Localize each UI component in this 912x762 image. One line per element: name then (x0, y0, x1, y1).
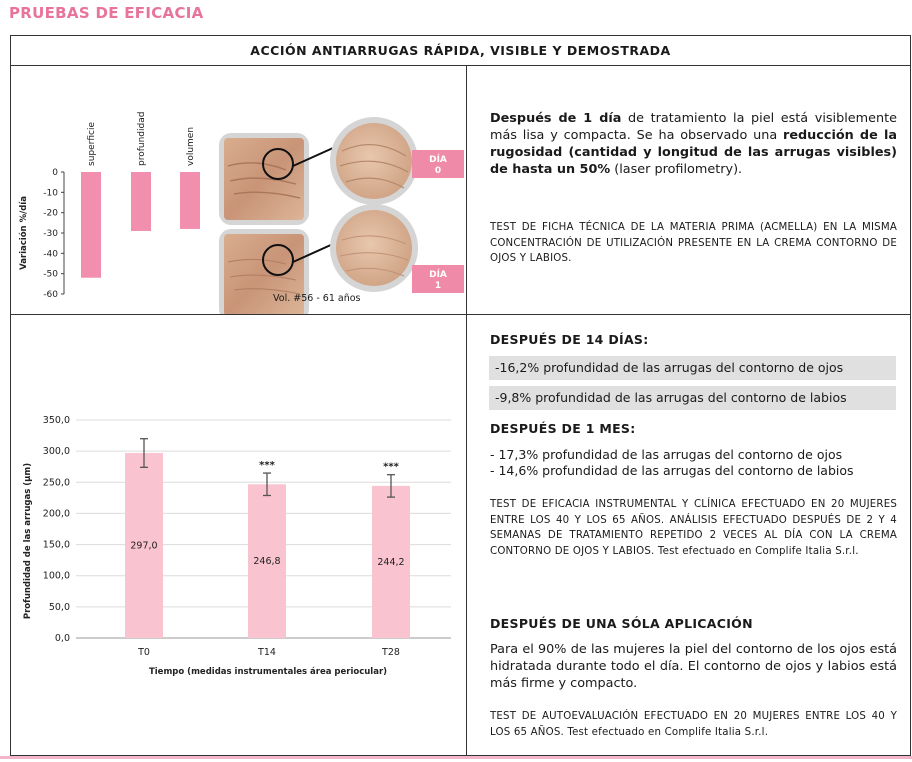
raw-material-test-note: TEST DE FICHA TÉCNICA DE LA MATERIA PRIMA (ACMELLA) EN LA MISMA CONCENTRACIÓN DE UTILIZACIÓN PRESENTE EN LA CREMA CONTORNO DE OJOS Y LABIOS. (490, 222, 897, 264)
chart-caption: Vol. #56 - 61 años (273, 293, 361, 304)
x-tick-label-T14: T14 (258, 647, 276, 658)
y-tick-label: -50 (43, 269, 58, 280)
y-tick-label: 350,0 (42, 415, 70, 426)
y-tick-label: 200,0 (42, 508, 70, 520)
result-14d-eyes: -16,2% profundidad de las arrugas del contorno de ojos (489, 356, 896, 380)
badge-day0-line2: 0 (434, 166, 442, 176)
skin-photo-day0 (219, 117, 464, 225)
day1-reduction: reducción de la rugosidad (cantidad y longitud de las arrugas visibles) de hasta un 50% (490, 128, 897, 177)
value-label-T0: 297,0 (130, 540, 158, 552)
heading-1-month: DESPUÉS DE 1 MES: (490, 421, 636, 436)
wrinkle-depth-chart (11, 315, 466, 756)
y-tick-label: 150,0 (42, 539, 70, 551)
bar-volumen (180, 172, 200, 229)
skin-comparison (216, 66, 466, 314)
y-axis-label: Variación %/día (19, 196, 29, 270)
self-evaluation-note: TEST DE AUTOEVALUACIÓN EFECTUADO EN 20 MUJERES ENTRE LOS 40 Y LOS 65 AÑOS. Test efectuado en Complife Italia S.r.l. (490, 711, 897, 738)
section-title-band: ACCIÓN ANTIARRUGAS RÁPIDA, VISIBLE Y DEMOSTRADA (11, 36, 910, 66)
y-tick-label: 0 (52, 168, 58, 178)
heading-14-days: DESPUÉS DE 14 DÍAS: (490, 332, 649, 347)
y-tick-label: 50,0 (48, 601, 70, 613)
x-tick-label-T28: T28 (382, 647, 400, 658)
x-tick-label-T0: T0 (138, 647, 150, 658)
y-axis-label: Profundidad de las arrugas (μm) (23, 462, 33, 620)
result-14d-lips: -9,8% profundidad de las arrugas del contorno de labios (489, 386, 896, 410)
value-label-T14: 246,8 (253, 556, 281, 568)
category-label-profundidad: profundidad (137, 111, 147, 166)
badge-day1-line2: 1 (434, 281, 442, 291)
y-tick-label: 300,0 (42, 446, 70, 458)
y-tick-label: -40 (43, 249, 58, 260)
significance-T14: *** (259, 460, 275, 472)
clinical-test-note: TEST DE EFICACIA INSTRUMENTAL Y CLÍNICA EFECTUADO EN 20 MUJERES ENTRE LOS 40 Y LOS 65 AÑOS. ANÁLISIS EFECTUADO DESPUÉS DE 2 Y 4 SEMANAS DE TRATAMIENTO REPETIDO 2 VECES AL DÍA CON LA CREMA CONTORNO DE OJOS Y LABIOS. Test efectuado en Complife Italia S.r.l. (490, 499, 897, 557)
result-1m-lips: - 14,6% profundidad de las arrugas del contorno de labios (490, 463, 854, 478)
significance-T28: *** (383, 461, 399, 473)
efficacy-table (10, 35, 911, 756)
y-tick-label: 0,0 (54, 633, 70, 644)
day1-text-a: de tratamiento la piel está visiblemente más lisa y compacta. Se ha observado una (490, 111, 897, 143)
bar-superficie (81, 172, 101, 278)
bottom-accent-line (0, 756, 912, 759)
day1-text-b: (laser profilometry). (610, 162, 743, 177)
badge-day0-line1: DÍA (429, 155, 447, 165)
y-tick-label: -30 (43, 229, 58, 239)
y-tick-label: -60 (43, 290, 58, 300)
day1-label: Después de 1 día (490, 111, 622, 126)
page-heading: PRUEBAS DE EFICACIA (9, 4, 204, 22)
y-tick-label: 100,0 (42, 570, 70, 582)
badge-day1-line1: DÍA (429, 270, 447, 280)
category-label-volumen: volumen (186, 126, 196, 166)
category-label-superficie: superficie (87, 122, 97, 166)
bar-profundidad (131, 172, 151, 231)
column-divider (466, 65, 467, 756)
day1-result-paragraph (490, 110, 897, 178)
x-axis-label: Tiempo (medidas instrumentales área periocular) (148, 667, 388, 677)
y-tick-label: -20 (43, 208, 58, 219)
y-tick-label: 250,0 (42, 477, 70, 489)
value-label-T28: 244,2 (377, 556, 405, 568)
variation-chart (11, 66, 221, 314)
y-tick-label: -10 (43, 188, 58, 199)
heading-single-application: DESPUÉS DE UNA SÓLA APLICACIÓN (490, 616, 753, 631)
single-application-paragraph: Para el 90% de las mujeres la piel del contorno de los ojos está hidratada durante todo el día. El contorno de ojos y labios está más firme y compacto. (490, 642, 897, 691)
result-1m-eyes: - 17,3% profundidad de las arrugas del contorno de ojos (490, 447, 843, 462)
